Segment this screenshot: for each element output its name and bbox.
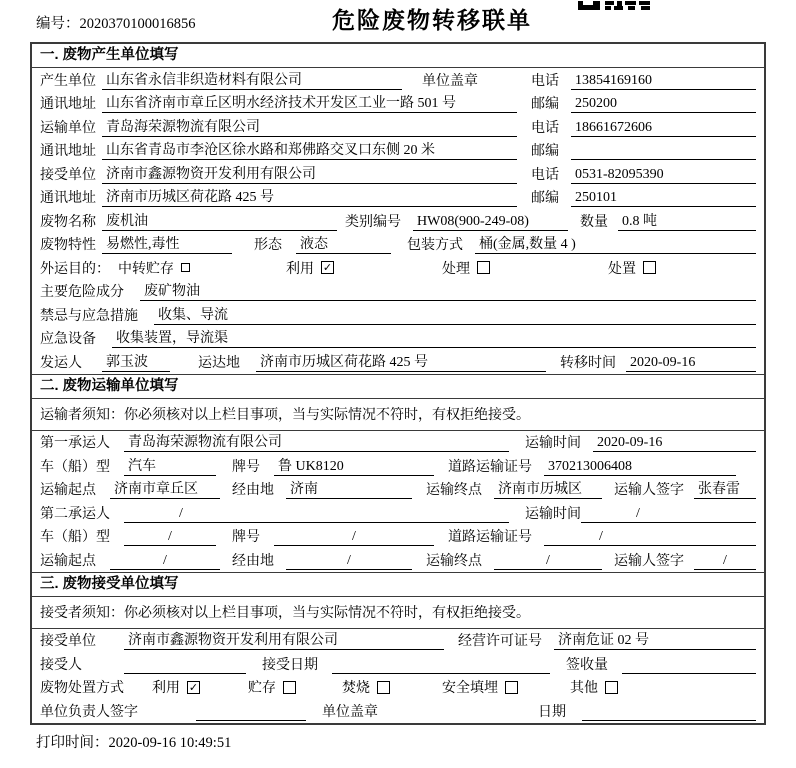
route1-end-label: 运输终点 [426,483,482,498]
row-receipt [32,652,764,676]
row-transfer-purpose [32,256,764,280]
row-route2 [32,548,764,572]
route2-sign-label: 运输人签字 [614,553,684,569]
equipment-value: 收集装置，导流渠 [112,327,756,348]
disposal-option-utilize [152,677,200,697]
row-vehicle1 [32,454,764,478]
vehicle1-type-value: 汽车 [124,455,216,476]
route2-end-label: 运输终点 [426,553,482,569]
destination-value: 济南市历城区荷花路 425 号 [256,351,546,372]
vehicle2-type-value: / [124,529,216,546]
row-taboo-measures [32,303,764,327]
checkbox-disposal-incinerate-icon [377,681,390,694]
purpose-option-storage [118,258,190,278]
vehicle1-type-label: 车（船）型 [40,459,110,475]
row-acceptor [32,629,764,653]
seal-label: 单位盖章 [422,73,478,89]
route1-end-value: 济南市历城区 [494,478,602,499]
route2-sign-value: / [694,553,756,570]
receiver-phone-value: 0531-82095390 [571,167,756,184]
route2-start-label: 运输起点 [40,553,96,569]
producer-zip-value: 250200 [571,96,756,113]
receiver-address-label: 通讯地址 [40,191,96,206]
purpose-label: 外运目的： [40,261,110,277]
document-number-value: 2020370100016856 [79,16,196,32]
transporter-zip-value [571,143,756,160]
print-time-label: 打印时间： [36,734,109,751]
row-carrier2 [32,501,764,525]
document-number [36,12,196,33]
producer-address-value: 山东省济南市章丘区明水经济技术开发区工业一路 501 号 [102,92,517,113]
purpose-option-treat-label: 处理 [442,261,470,277]
page-title: 危险废物转移联单 [332,7,532,33]
transporter-zip-label: 邮编 [531,144,559,159]
row-carrier1 [32,431,764,455]
disposal-option-incinerate [342,677,390,697]
vehicle1-permit-value: 370213006408 [544,459,736,476]
print-time-value: 2020-09-16 10:49:51 [108,734,232,751]
waste-property-label: 废物特性 [40,238,96,253]
equipment-label: 应急设备 [40,332,96,347]
checkbox-storage-icon [181,263,190,272]
acceptor-label: 接受单位 [40,634,96,649]
producer-zip-label: 邮编 [531,97,559,112]
carrier2-value: / [124,506,509,523]
waste-qty-label: 数量 [580,214,608,230]
checkbox-treat-icon [477,261,490,274]
vehicle1-plate-value: 鲁 UK8120 [274,455,434,476]
route2-via-value: / [286,553,412,570]
transporter-address-value: 山东省青岛市李沧区徐水路和郑佛路交叉口东侧 20 米 [102,139,517,160]
purpose-option-treat [442,258,490,278]
purpose-option-utilize-label: 利用 [286,261,314,277]
disposal-option-other [570,677,618,697]
receiver-zip-label: 邮编 [531,191,559,206]
pack-method-label: 包装方式 [407,238,463,253]
vehicle2-plate-label: 牌号 [232,530,260,545]
receipt-person-label: 接受人 [40,657,82,673]
seal-date-value [582,704,756,721]
route1-sign-label: 运输人签字 [614,483,684,498]
unit-seal-label: 单位盖章 [322,704,378,720]
document-header [30,0,766,42]
row-dispatcher [32,350,764,374]
row-hazard-component [32,280,764,304]
waste-property-value: 易燃性,毒性 [102,233,232,254]
disposal-option-incinerate-label: 焚烧 [342,681,370,696]
waste-name-value: 废机油 [102,210,337,231]
receiver-address-value: 济南市历城区荷花路 425 号 [102,186,517,207]
receipt-qty-value [622,657,756,674]
checkbox-disposal-other-icon [605,681,618,694]
route1-start-value: 济南市章丘区 [110,478,220,499]
carrier1-value: 青岛海荣源物流有限公司 [124,431,509,452]
row-waste-property [32,233,764,257]
responsible-sign-label: 单位负责人签字 [40,704,138,720]
producer-value: 山东省永信非织造材料有限公司 [102,69,402,90]
producer-phone-value: 13854169160 [571,73,756,90]
receiver-phone-label: 电话 [531,167,559,183]
row-waste-name [32,209,764,233]
taboo-value: 收集、导流 [154,304,756,325]
route1-via-label: 经由地 [232,483,274,498]
disposal-option-landfill-label: 安全填埋 [442,681,498,696]
license-value: 济南危证 02 号 [554,629,756,650]
carrier1-label: 第一承运人 [40,436,110,451]
purpose-option-utilize [286,258,334,278]
carrier1-time-value: 2020-09-16 [593,435,756,452]
checkbox-disposal-store-icon [283,681,296,694]
disposal-option-store [248,677,296,697]
purpose-option-dispose-label: 处置 [608,261,636,277]
transporter-value: 青岛海荣源物流有限公司 [102,116,517,137]
transporter-notice [32,399,764,431]
qr-code-fragment-icon [578,0,650,16]
receiver-label: 接受单位 [40,167,96,183]
row-emergency-equipment [32,327,764,351]
checkbox-utilize-icon: ✓ [322,261,333,274]
seal-date-label: 日期 [538,704,566,720]
receiver-value: 济南市鑫源物资开发利用有限公司 [102,163,517,184]
checkbox-disposal-utilize-icon: ✓ [188,680,199,694]
producer-phone-label: 电话 [531,73,559,89]
hazard-label: 主要危险成分 [40,285,124,300]
route2-via-label: 经由地 [232,553,274,569]
transporter-label: 运输单位 [40,120,96,136]
row-transporter [32,115,764,139]
row-producer-address [32,92,764,116]
destination-label: 运达地 [198,355,240,371]
transporter-phone-label: 电话 [531,120,559,136]
dispatcher-value: 郭玉波 [102,351,170,372]
row-responsible-sign [32,699,764,723]
acceptor-value: 济南市鑫源物资开发利用有限公司 [124,629,444,650]
transporter-notice-label: 运输者须知： [40,408,124,423]
row-receiver-address [32,186,764,210]
disposal-label: 废物处置方式 [40,681,124,696]
taboo-label: 禁忌与应急措施 [40,308,138,324]
waste-form-value: 液态 [296,233,391,254]
producer-label: 产生单位 [40,73,96,89]
row-route1 [32,478,764,502]
row-vehicle2 [32,525,764,549]
row-disposal-method [32,676,764,700]
carrier1-time-label: 运输时间 [525,436,581,451]
transfer-time-label: 转移时间 [560,355,616,371]
waste-form-label: 形态 [254,238,282,253]
route1-sign-value: 张春雷 [694,478,756,499]
transporter-phone-value: 18661672606 [571,120,756,137]
acceptor-notice-label: 接受者须知： [40,606,124,621]
vehicle2-permit-label: 道路运输证号 [448,530,532,545]
disposal-option-other-label: 其他 [570,681,598,696]
receipt-person-value [124,657,246,674]
form-table [30,42,766,725]
section1-heading: 一. 废物产生单位填写 [32,44,764,68]
receipt-date-value [332,657,550,674]
row-receiver [32,162,764,186]
pack-method-value: 桶(金属,数量 4 ) [475,233,756,254]
vehicle2-plate-value: / [274,529,434,546]
disposal-option-store-label: 贮存 [248,681,276,696]
acceptor-notice [32,597,764,629]
carrier2-label: 第二承运人 [40,506,110,522]
section3-heading: 三. 废物接受单位填写 [32,572,764,597]
producer-address-label: 通讯地址 [40,97,96,112]
route2-end-value: / [494,553,602,570]
receiver-zip-value: 250101 [571,190,756,207]
vehicle2-permit-value: / [544,529,756,546]
row-transporter-address [32,139,764,163]
disposal-option-landfill [442,677,518,697]
print-time [30,725,766,752]
license-label: 经营许可证号 [458,634,542,649]
acceptor-notice-text: 你必须核对以上栏目事项，当与实际情况不符时，有权拒绝接受。 [124,606,530,621]
purpose-option-dispose [608,258,656,278]
transporter-address-label: 通讯地址 [40,144,96,159]
dispatcher-label: 发运人 [40,355,82,371]
receipt-qty-label: 签收量 [566,657,608,673]
checkbox-dispose-icon [643,261,656,274]
responsible-sign-value [196,704,306,721]
section2-heading: 二. 废物运输单位填写 [32,374,764,399]
vehicle1-permit-label: 道路运输证号 [448,459,532,475]
row-producer [32,68,764,92]
carrier2-time-value: / [581,506,756,523]
waste-category-value: HW08(900-249-08) [413,214,568,231]
hazard-value: 废矿物油 [140,280,756,301]
vehicle2-type-label: 车（船）型 [40,530,110,545]
checkbox-disposal-landfill-icon [505,681,518,694]
route1-via-value: 济南 [286,478,412,499]
transporter-notice-text: 你必须核对以上栏目事项，当与实际情况不符时，有权拒绝接受。 [124,408,530,423]
route1-start-label: 运输起点 [40,483,96,498]
carrier2-time-label: 运输时间 [525,506,581,522]
waste-qty-value: 0.8 吨 [618,210,756,231]
transfer-time-value: 2020-09-16 [626,355,756,372]
document-number-label: 编号： [36,16,80,32]
disposal-option-utilize-label: 利用 [152,681,180,696]
receipt-date-label: 接受日期 [262,657,318,673]
purpose-option-storage-label: 中转贮存 [118,261,174,277]
waste-name-label: 废物名称 [40,214,96,230]
waste-category-label: 类别编号 [345,214,401,230]
vehicle1-plate-label: 牌号 [232,459,260,475]
route2-start-value: / [110,553,220,570]
